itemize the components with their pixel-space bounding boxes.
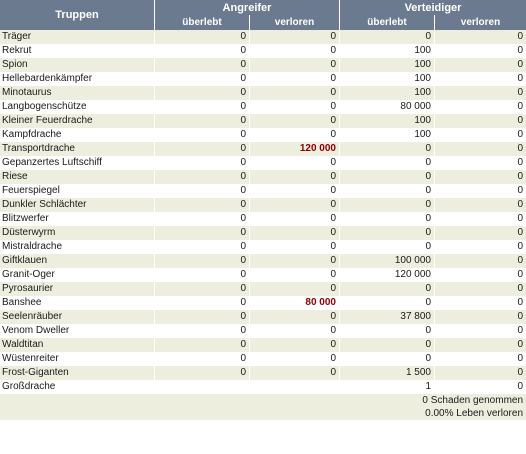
table-row	[0, 380, 526, 394]
unit-name-cell: Waldtitan	[0, 338, 155, 352]
table-row	[0, 184, 526, 198]
attacker-lost-cell: 0	[250, 44, 340, 58]
unit-rows	[0, 30, 526, 394]
attacker-lost-cell: 0	[250, 268, 340, 282]
defender-lost-cell: 0	[435, 128, 526, 142]
table-row	[0, 268, 526, 282]
defender-lost-cell: 0	[435, 170, 526, 184]
damage-taken-text: 0 Schaden genommen	[0, 394, 526, 407]
unit-name-cell: Banshee	[0, 296, 155, 310]
table-row	[0, 226, 526, 240]
unit-name-cell: Großdrache	[0, 380, 155, 394]
defender-survived-cell: 120 000	[340, 268, 435, 282]
defender-lost-cell: 0	[435, 226, 526, 240]
attacker-lost-cell: 0	[250, 212, 340, 226]
unit-name-cell: Minotaurus	[0, 86, 155, 100]
attacker-lost-cell: 0	[250, 338, 340, 352]
unit-name-cell: Rekrut	[0, 44, 155, 58]
unit-name-cell: Kampfdrache	[0, 128, 155, 142]
table-row	[0, 324, 526, 338]
header-row	[0, 0, 526, 15]
defender-lost-cell: 0	[435, 198, 526, 212]
unit-name-cell: Frost-Giganten	[0, 366, 155, 380]
unit-name-cell: Träger	[0, 30, 155, 44]
defender-survived-cell: 0	[340, 142, 435, 156]
attacker-survived-cell: 0	[155, 58, 250, 72]
attacker-survived-cell: 0	[155, 142, 250, 156]
attacker-survived-cell: 0	[155, 100, 250, 114]
defender-lost-header: verloren	[435, 15, 526, 30]
defender-survived-cell: 0	[340, 226, 435, 240]
attacker-survived-cell: 0	[155, 366, 250, 380]
unit-name-cell: Gepanzertes Luftschiff	[0, 156, 155, 170]
table-row	[0, 338, 526, 352]
summary-row-damage	[0, 394, 526, 407]
attacker-lost-cell: 0	[250, 198, 340, 212]
defender-survived-cell: 0	[340, 296, 435, 310]
attacker-survived-cell: 0	[155, 86, 250, 100]
unit-name-cell: Giftklauen	[0, 254, 155, 268]
table-row	[0, 86, 526, 100]
attacker-lost-cell: 0	[250, 156, 340, 170]
defender-survived-cell: 0	[340, 198, 435, 212]
table-row	[0, 142, 526, 156]
table-row	[0, 30, 526, 44]
table-row	[0, 282, 526, 296]
attacker-lost-cell: 0	[250, 170, 340, 184]
table-row	[0, 198, 526, 212]
attacker-survived-cell: 0	[155, 170, 250, 184]
attacker-survived-cell	[155, 380, 250, 394]
defender-survived-cell: 0	[340, 338, 435, 352]
unit-name-cell: Langbogenschütze	[0, 100, 155, 114]
defender-survived-cell: 80 000	[340, 100, 435, 114]
defender-lost-cell: 0	[435, 212, 526, 226]
attacker-survived-cell: 0	[155, 212, 250, 226]
defender-lost-cell: 0	[435, 366, 526, 380]
attacker-survived-cell: 0	[155, 198, 250, 212]
defender-lost-cell: 0	[435, 72, 526, 86]
attacker-survived-cell: 0	[155, 114, 250, 128]
defender-survived-cell: 37 800	[340, 310, 435, 324]
attacker-survived-cell: 0	[155, 72, 250, 86]
attacker-survived-cell: 0	[155, 226, 250, 240]
unit-name-cell: Düsterwyrm	[0, 226, 155, 240]
table-row	[0, 240, 526, 254]
table-row	[0, 310, 526, 324]
unit-name-cell: Kleiner Feuerdrache	[0, 114, 155, 128]
attacker-lost-cell: 120 000	[250, 142, 340, 156]
defender-survived-cell: 1 500	[340, 366, 435, 380]
attacker-lost-cell: 0	[250, 58, 340, 72]
unit-name-cell: Dunkler Schlächter	[0, 198, 155, 212]
attacker-survived-cell: 0	[155, 352, 250, 366]
defender-lost-cell: 0	[435, 268, 526, 282]
defender-survived-cell: 100	[340, 58, 435, 72]
table-row	[0, 170, 526, 184]
defender-lost-cell: 0	[435, 114, 526, 128]
defender-survived-cell: 0	[340, 170, 435, 184]
table-row	[0, 212, 526, 226]
attacker-survived-cell: 0	[155, 254, 250, 268]
defender-lost-cell: 0	[435, 254, 526, 268]
defender-survived-cell: 100	[340, 128, 435, 142]
unit-name-cell: Seelenräuber	[0, 310, 155, 324]
defender-survived-cell: 0	[340, 156, 435, 170]
attacker-lost-cell: 0	[250, 114, 340, 128]
defender-survived-cell: 100	[340, 114, 435, 128]
attacker-lost-cell: 0	[250, 30, 340, 44]
defender-survived-cell: 100	[340, 44, 435, 58]
defender-survived-cell: 0	[340, 352, 435, 366]
attacker-survived-cell: 0	[155, 30, 250, 44]
table-row	[0, 352, 526, 366]
attacker-lost-cell: 0	[250, 282, 340, 296]
table-row	[0, 58, 526, 72]
table-row	[0, 72, 526, 86]
units-header: Truppen	[0, 0, 155, 30]
attacker-survived-cell: 0	[155, 156, 250, 170]
attacker-lost-cell: 0	[250, 366, 340, 380]
attacker-lost-cell: 0	[250, 254, 340, 268]
attacker-lost-cell: 0	[250, 100, 340, 114]
summary-row-life	[0, 407, 526, 420]
attacker-lost-header: verloren	[250, 15, 340, 30]
unit-name-cell: Wüstenreiter	[0, 352, 155, 366]
defender-survived-cell: 0	[340, 240, 435, 254]
unit-name-cell: Feuerspiegel	[0, 184, 155, 198]
defender-survived-cell: 0	[340, 282, 435, 296]
defender-lost-cell: 0	[435, 142, 526, 156]
defender-lost-cell: 0	[435, 100, 526, 114]
attacker-survived-cell: 0	[155, 268, 250, 282]
attacker-survived-cell: 0	[155, 184, 250, 198]
table-row	[0, 366, 526, 380]
defender-lost-cell: 0	[435, 310, 526, 324]
table-row	[0, 156, 526, 170]
unit-name-cell: Riese	[0, 170, 155, 184]
defender-lost-cell: 0	[435, 296, 526, 310]
unit-name-cell: Blitzwerfer	[0, 212, 155, 226]
attacker-lost-cell: 0	[250, 128, 340, 142]
attacker-survived-cell: 0	[155, 338, 250, 352]
defender-lost-cell: 0	[435, 240, 526, 254]
defender-survived-cell: 1	[340, 380, 435, 394]
attacker-survived-cell: 0	[155, 282, 250, 296]
defender-survived-cell: 100	[340, 86, 435, 100]
attacker-lost-cell: 80 000	[250, 296, 340, 310]
defender-lost-cell: 0	[435, 352, 526, 366]
unit-name-cell: Pyrosaurier	[0, 282, 155, 296]
defender-header: Verteidiger	[340, 0, 526, 15]
attacker-survived-cell: 0	[155, 128, 250, 142]
attacker-lost-cell: 0	[250, 184, 340, 198]
defender-survived-cell: 0	[340, 324, 435, 338]
table-row	[0, 114, 526, 128]
defender-survived-cell: 100	[340, 72, 435, 86]
unit-name-cell: Hellebardenkämpfer	[0, 72, 155, 86]
table-row	[0, 128, 526, 142]
attacker-survived-header: überlebt	[155, 15, 250, 30]
attacker-survived-cell: 0	[155, 44, 250, 58]
attacker-lost-cell: 0	[250, 310, 340, 324]
attacker-lost-cell: 0	[250, 226, 340, 240]
unit-name-cell: Venom Dweller	[0, 324, 155, 338]
defender-survived-cell: 0	[340, 212, 435, 226]
defender-survived-cell: 100 000	[340, 254, 435, 268]
table-row	[0, 254, 526, 268]
attacker-header: Angreifer	[155, 0, 340, 15]
attacker-survived-cell: 0	[155, 310, 250, 324]
defender-lost-cell: 0	[435, 324, 526, 338]
table-row	[0, 100, 526, 114]
defender-lost-cell: 0	[435, 282, 526, 296]
defender-lost-cell: 0	[435, 156, 526, 170]
unit-name-cell: Spion	[0, 58, 155, 72]
unit-name-cell: Transportdrache	[0, 142, 155, 156]
attacker-survived-cell: 0	[155, 240, 250, 254]
defender-lost-cell: 0	[435, 30, 526, 44]
attacker-lost-cell: 0	[250, 72, 340, 86]
defender-survived-header: überlebt	[340, 15, 435, 30]
defender-lost-cell: 0	[435, 86, 526, 100]
defender-lost-cell: 0	[435, 184, 526, 198]
defender-lost-cell: 0	[435, 338, 526, 352]
unit-name-cell: Granit-Oger	[0, 268, 155, 282]
attacker-lost-cell: 0	[250, 240, 340, 254]
attacker-lost-cell	[250, 380, 340, 394]
defender-lost-cell: 0	[435, 58, 526, 72]
table-row	[0, 44, 526, 58]
table-row	[0, 296, 526, 310]
life-lost-text: 0.00% Leben verloren	[0, 407, 526, 420]
attacker-lost-cell: 0	[250, 324, 340, 338]
defender-lost-cell: 0	[435, 44, 526, 58]
attacker-lost-cell: 0	[250, 352, 340, 366]
defender-survived-cell: 0	[340, 30, 435, 44]
attacker-survived-cell: 0	[155, 296, 250, 310]
defender-survived-cell: 0	[340, 184, 435, 198]
attacker-survived-cell: 0	[155, 324, 250, 338]
attacker-lost-cell: 0	[250, 86, 340, 100]
unit-name-cell: Mistraldrache	[0, 240, 155, 254]
defender-lost-cell: 0	[435, 380, 526, 394]
